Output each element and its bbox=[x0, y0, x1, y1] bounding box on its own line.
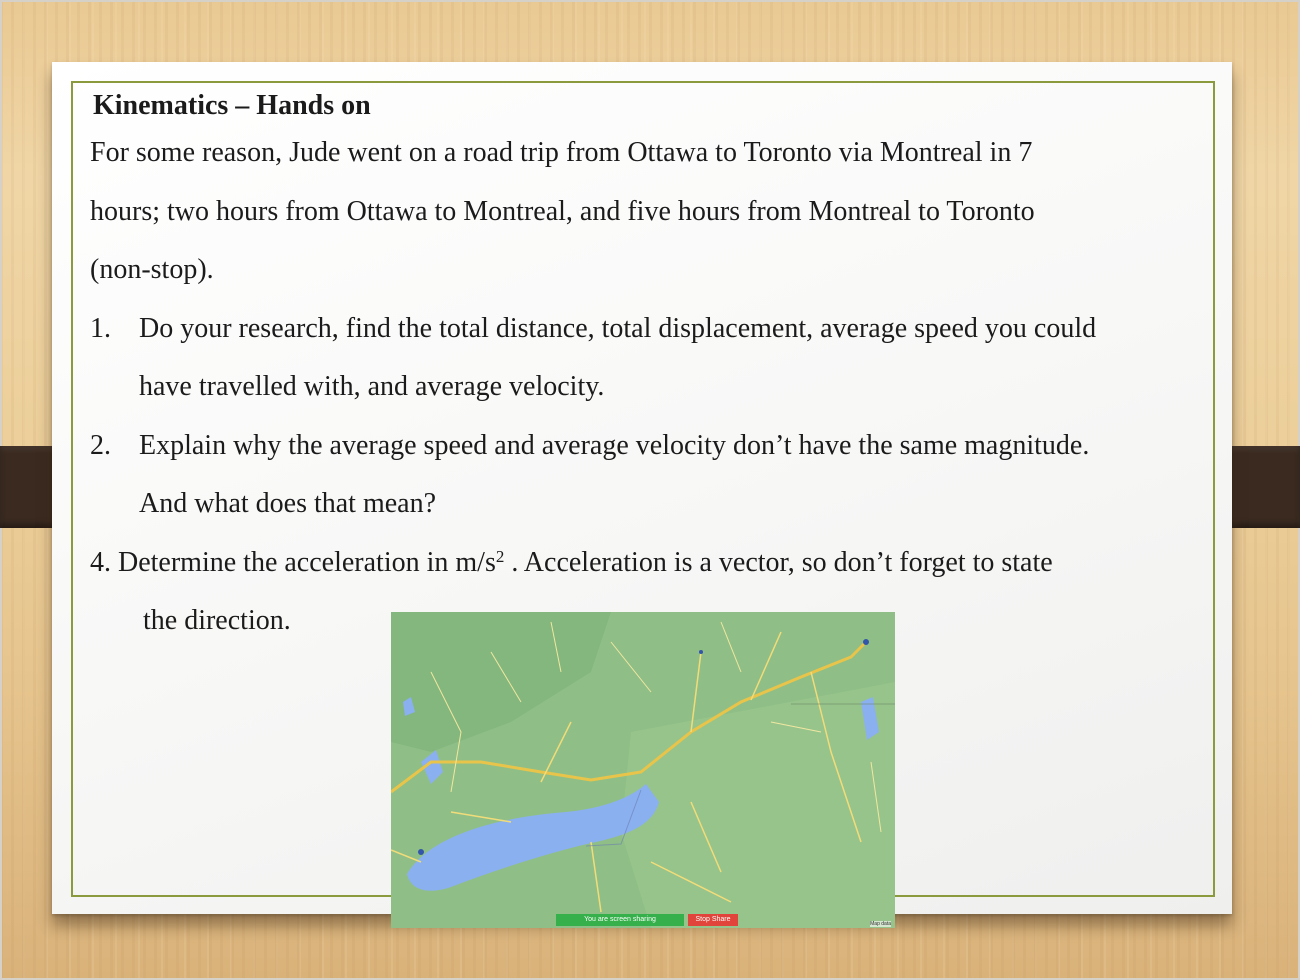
question-text: Do your research, find the total distance, total displacement, average speed you could bbox=[139, 312, 1097, 344]
question-4-prefix: 4. Determine the acceleration in m/s bbox=[90, 546, 496, 578]
map-image bbox=[391, 612, 895, 928]
question-text: Explain why the average speed and average velocity don’t have the same magnitude. bbox=[139, 429, 1090, 461]
slide-content bbox=[90, 88, 1214, 651]
map-attribution: Map data bbox=[870, 921, 891, 927]
stop-share-button[interactable]: Stop Share bbox=[688, 914, 738, 926]
units-exponent: 2 bbox=[495, 546, 505, 566]
question-text: And what does that mean? bbox=[139, 488, 437, 519]
intro-line-3: (non-stop). bbox=[90, 254, 214, 285]
question-text: have travelled with, and average velocity. bbox=[139, 371, 605, 402]
question-item-2 bbox=[90, 417, 1214, 534]
question-number: 1. bbox=[90, 312, 111, 344]
slide-title: Kinematics – Hands on bbox=[93, 90, 371, 121]
question-4-continuation: the direction. bbox=[143, 605, 291, 636]
intro-line-2: hours; two hours from Ottawa to Montreal, and five hours from Montreal to Toronto bbox=[90, 195, 1035, 227]
question-item-1 bbox=[90, 300, 1214, 417]
question-number: 2. bbox=[90, 429, 111, 461]
intro-line-1: For some reason, Jude went on a road trip from Ottawa to Toronto via Montreal in 7 bbox=[90, 137, 1033, 168]
question-4-suffix: . Acceleration is a vector, so don’t forget to state bbox=[504, 546, 1053, 578]
screen-sharing-bar[interactable]: You are screen sharing bbox=[556, 914, 684, 926]
map-graphic bbox=[391, 612, 895, 928]
